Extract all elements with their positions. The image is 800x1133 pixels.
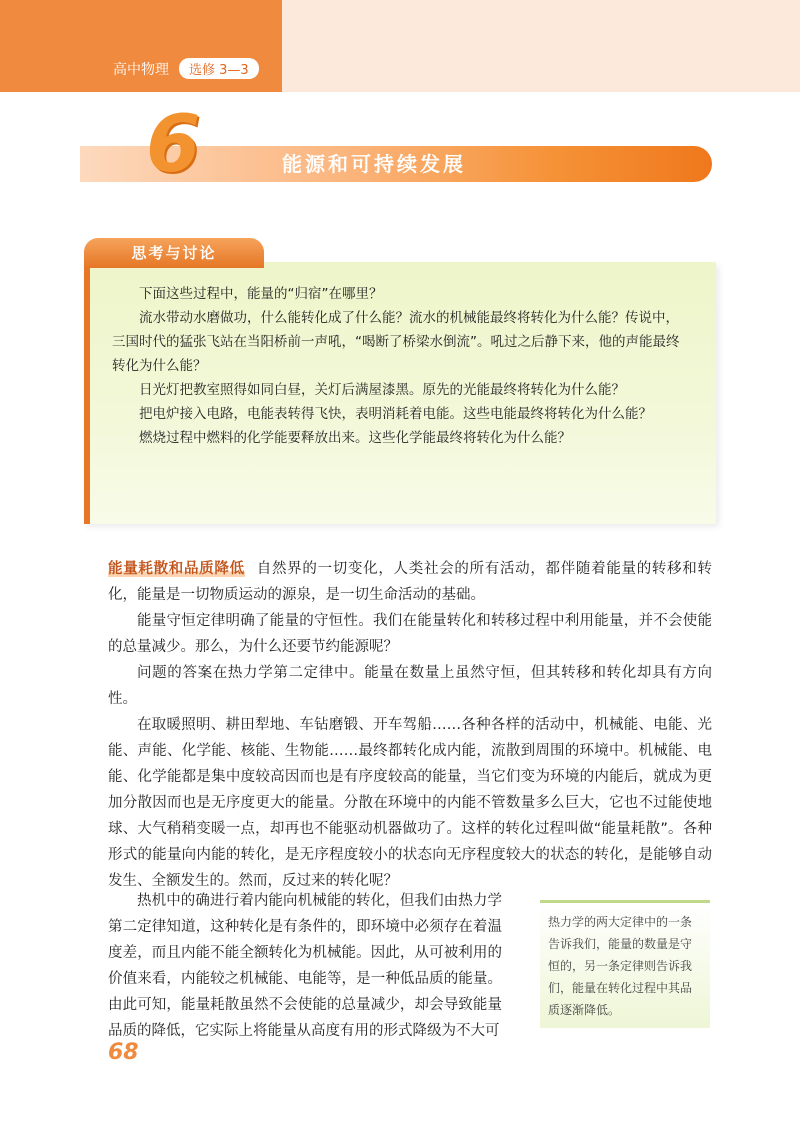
narrow-body-text: [108, 888, 502, 1044]
body-paragraph: 热机中的确进行着内能向机械能的转化，但我们由热力学第二定律知道，这种转化是有条件的，即环境中必须存在着温度差，而且内能不能全额转化为机械能。因此，从可被利用的价值来看，内能较之机械能、电能等，是一种低品质的能量。由此可知，能量耗散虽然不会使能的总量减少，却会导致能量品质的降低，它实际上将能量从高度有用的形式降级为不大可: [108, 893, 502, 1039]
running-header: [113, 58, 259, 79]
book-title: 高中物理: [113, 61, 169, 78]
think-para: 燃烧过程中燃料的化学能要释放出来。这些化学能最终将转化为什么能？: [139, 430, 571, 446]
page-number: 68: [108, 1040, 139, 1065]
think-para: 日光灯把教室照得如同白昼，关灯后满屋漆黑。原先的光能最终将转化为什么能？: [139, 382, 625, 398]
body-paragraph: 能量守恒定律明确了能量的守恒性。我们在能量转化和转移过程中利用能量，并不会使能的总量减少。那么，为什么还要节约能源呢？: [108, 613, 712, 655]
section-intro-paragraph: [108, 556, 712, 608]
think-para: 流水带动水磨做功，什么能转化成了什么能？流水的机械能最终将转化为什么能？传说中，三国时代的猛张飞站在当阳桥前一声吼，“喝断了桥梁水倒流”。吼过之后静下来，他的声能最终转化为什么能？: [112, 310, 680, 374]
chapter-number: 6: [146, 100, 201, 190]
section-heading: 能量耗散和品质降低: [108, 561, 245, 577]
think-discuss-label: 思考与讨论: [84, 238, 264, 268]
think-para: 下面这些过程中，能量的“归宿”在哪里？: [139, 286, 383, 302]
section-first-text: 自然界的一切变化，人类社会的所有活动，都伴随着能量的转移和转化，能量是一切物质运动的源泉，是一切生命活动的基础。: [108, 561, 713, 603]
main-body-text: [108, 556, 712, 894]
think-para: 把电炉接入电路，电能表转得飞快，表明消耗着电能。这些电能最终将转化为什么能？: [139, 406, 652, 422]
margin-note: 热力学的两大定律中的一条告诉我们，能量的数量是守恒的，另一条定律则告诉我们，能量在转化过程中其品质逐渐降低。: [540, 900, 710, 1028]
body-paragraph: 问题的答案在热力学第二定律中。能量在数量上虽然守恒，但其转移和转化却具有方向性。: [108, 665, 712, 707]
body-paragraph: 在取暖照明、耕田犁地、车钻磨锻、开车驾船……各种各样的活动中，机械能、电能、光能、声能、化学能、核能、生物能……最终都转化成内能，流散到周围的环境中。机械能、电能、化学能都是集中度较高因而也是有序度较高的能量，当它们变为环境的内能后，就成为更加分散因而也是无序度更大的能量。分散在环境中的内能不管数量多么巨大，它也不过能使地球、大气稍稍变暖一点，却再也不能驱动机器做功了。这样的转化过程叫做“能量耗散”。各种形式的能量向内能的转化，是无序程度较小的状态向无序程度较大的状态的转化，是能够自动发生、全额发生的。然而，反过来的转化呢？: [108, 717, 712, 889]
think-discuss-content: [112, 282, 692, 450]
chapter-title: 能源和可持续发展: [282, 152, 466, 176]
volume-badge: 选修 3—3: [179, 58, 259, 79]
